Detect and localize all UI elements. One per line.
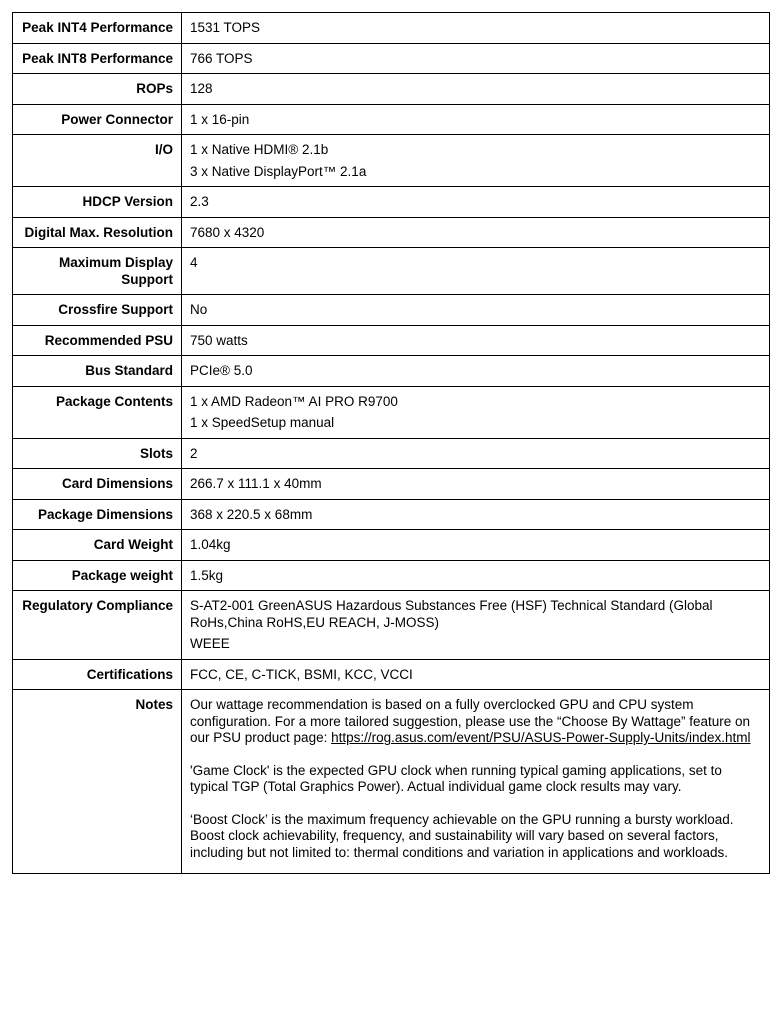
spec-value: [182, 135, 770, 187]
spec-value: [182, 217, 770, 248]
spec-row-max-display-support: [13, 248, 770, 295]
spec-value: [182, 356, 770, 387]
spec-table-body: [13, 13, 770, 874]
spec-row-crossfire-support: [13, 295, 770, 326]
spec-value: [182, 295, 770, 326]
spec-row-hdcp-version: [13, 187, 770, 218]
spec-label: Recommended PSU: [13, 325, 182, 356]
spec-value: [182, 560, 770, 591]
spec-row-certifications: [13, 659, 770, 690]
spec-value: [182, 104, 770, 135]
spec-value-line: 1 x Native HDMI® 2.1b: [190, 142, 329, 157]
spec-value-line: No: [190, 302, 208, 317]
spec-label: Maximum Display Support: [13, 248, 182, 295]
spec-label: Bus Standard: [13, 356, 182, 387]
spec-label: Certifications: [13, 659, 182, 690]
spec-label: Digital Max. Resolution: [13, 217, 182, 248]
spec-row-io: [13, 135, 770, 187]
psu-product-page-link[interactable]: https://rog.asus.com/event/PSU/ASUS-Power-Supply-Units/index.html: [331, 730, 751, 745]
spec-row-package-contents: [13, 386, 770, 438]
spec-value-line: PCIe® 5.0: [190, 363, 253, 378]
spec-value-line: 368 x 220.5 x 68mm: [190, 506, 313, 522]
spec-label: Card Dimensions: [13, 469, 182, 500]
spec-value: [182, 659, 770, 690]
spec-value: [182, 499, 770, 530]
spec-row-rops: [13, 74, 770, 105]
notes-paragraph-game-clock: 'Game Clock' is the expected GPU clock when running typical gaming applications, set to typical TGP (Total Graphics Power). Actual individual game clock results may vary.: [190, 762, 722, 794]
spec-value: [182, 74, 770, 105]
spec-row-peak-int8: [13, 43, 770, 74]
spec-label: I/O: [13, 135, 182, 187]
spec-row-power-connector: [13, 104, 770, 135]
spec-label: Package Dimensions: [13, 499, 182, 530]
spec-value-line: 2.3: [190, 194, 209, 209]
spec-label: Package Contents: [13, 386, 182, 438]
notes-wattage-text: Our wattage recommendation is based on a fully overclocked GPU and CPU system configuration. For a more tailored suggestion, please use the “Choose By Wattage” feature on our PSU product page:: [190, 697, 751, 745]
spec-label: ROPs: [13, 74, 182, 105]
spec-value-line: FCC, CE, C-TICK, BSMI, KCC, VCCI: [190, 666, 413, 682]
spec-label: Peak INT8 Performance: [13, 43, 182, 74]
spec-value: [182, 469, 770, 500]
spec-row-package-weight: [13, 560, 770, 591]
spec-table: [12, 12, 770, 874]
spec-row-package-dimensions: [13, 499, 770, 530]
spec-value-line: 1531 TOPS: [190, 20, 261, 35]
spec-label: Crossfire Support: [13, 295, 182, 326]
spec-value: [182, 187, 770, 218]
spec-label: Card Weight: [13, 530, 182, 561]
spec-row-bus-standard: [13, 356, 770, 387]
spec-row-regulatory-compliance: [13, 591, 770, 660]
spec-label: Peak INT4 Performance: [13, 13, 182, 44]
spec-row-peak-int4: [13, 13, 770, 44]
spec-value-line: 128: [190, 81, 213, 96]
spec-value-line: 1 x AMD Radeon™ AI PRO R9700: [190, 393, 398, 409]
spec-value: [182, 386, 770, 438]
spec-value-line: 4: [190, 255, 198, 270]
spec-row-card-dimensions: [13, 469, 770, 500]
spec-value: [182, 591, 770, 660]
spec-label: HDCP Version: [13, 187, 182, 218]
notes-paragraph-boost-clock: ‘Boost Clock’ is the maximum frequency achievable on the GPU running a bursty workload. Boost clock achievability, frequency, and sustainability will vary based on several factors, including but not limited to: thermal conditions and variation in applications and workloads.: [190, 811, 734, 860]
notes-value: [182, 690, 770, 874]
spec-row-card-weight: [13, 530, 770, 561]
notes-paragraph-wattage: [190, 697, 761, 747]
spec-value-line: 1 x 16-pin: [190, 111, 250, 127]
spec-label: Power Connector: [13, 104, 182, 135]
spec-value-line: 266.7 x 111.1 x 40mm: [190, 476, 322, 491]
spec-value-line: 2: [190, 445, 198, 461]
spec-value-line: 3 x Native DisplayPort™ 2.1a: [190, 163, 367, 179]
spec-value-line: 1.5kg: [190, 567, 224, 583]
spec-row-max-resolution: [13, 217, 770, 248]
spec-value-line: 766 TOPS: [190, 50, 253, 66]
spec-label: Slots: [13, 438, 182, 469]
spec-value-line: 750 watts: [190, 332, 248, 348]
spec-value: [182, 248, 770, 295]
spec-label: Regulatory Compliance: [13, 591, 182, 660]
spec-value: [182, 325, 770, 356]
spec-value: [182, 530, 770, 561]
spec-label: Package weight: [13, 560, 182, 591]
spec-value: [182, 13, 770, 44]
spec-value-line: 1.04kg: [190, 537, 231, 552]
spec-row-slots: [13, 438, 770, 469]
spec-value-line: 1 x SpeedSetup manual: [190, 415, 335, 430]
spec-value-line: WEEE: [190, 636, 230, 651]
spec-value-line: 7680 x 4320: [190, 224, 265, 240]
spec-label: Notes: [13, 690, 182, 874]
spec-row-recommended-psu: [13, 325, 770, 356]
spec-row-notes: [13, 690, 770, 874]
spec-value: [182, 43, 770, 74]
spec-value-line: S-AT2-001 GreenASUS Hazardous Substances Free (HSF) Technical Standard (Global RoHs,China RoHS,EU REACH, J-MOSS): [190, 598, 713, 630]
spec-value: [182, 438, 770, 469]
